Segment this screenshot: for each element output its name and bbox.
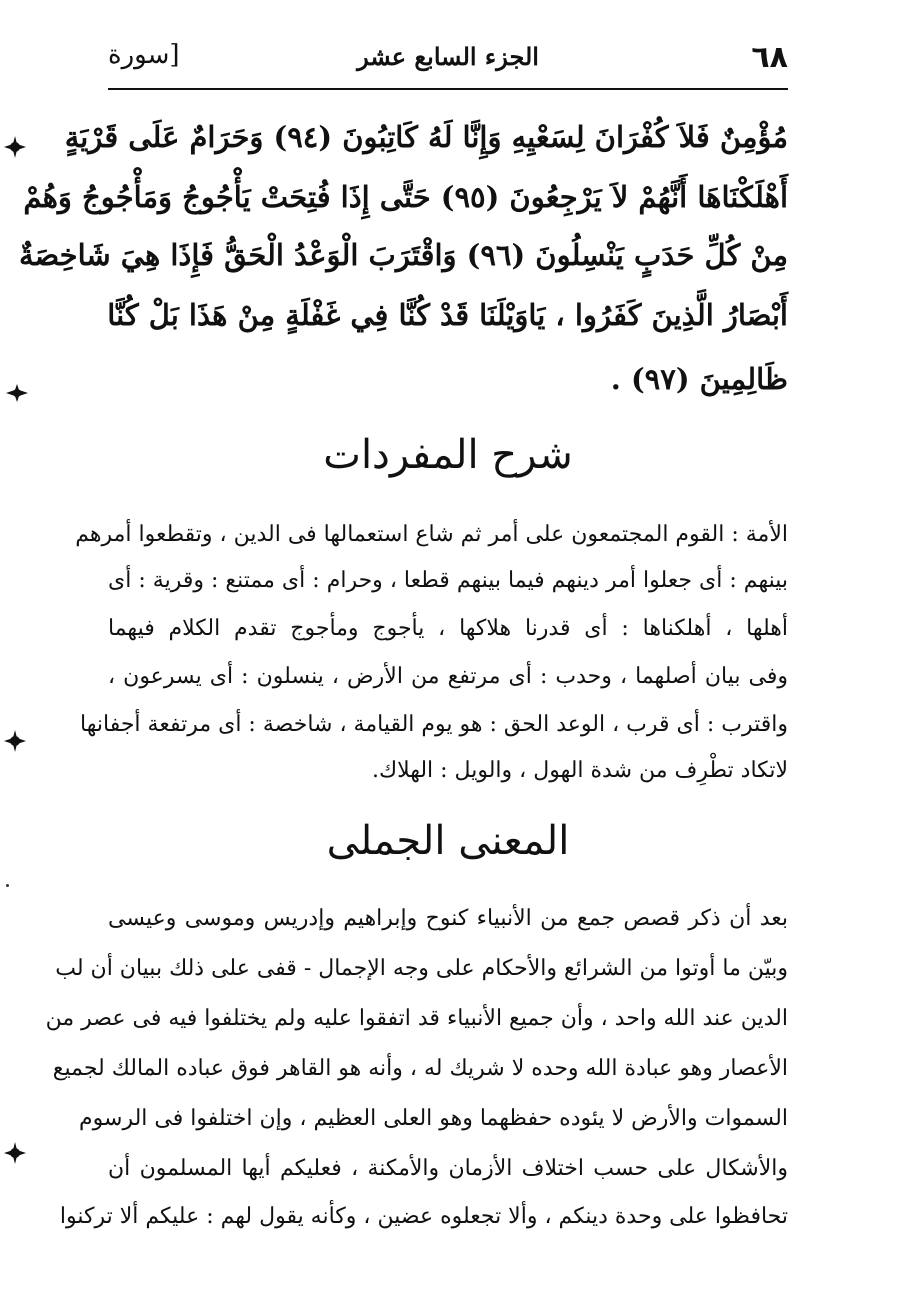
margin-ornament-icon [4, 136, 26, 158]
vocab-line: أهلها ، أهلكناها : أى قدرنا هلاكها ، يأجوج ومأجوج تقدم الكلام فيهما [108, 616, 788, 641]
vocab-line: الأمة : القوم المجتمعون على أمر ثم شاع استعمالها فى الدين ، وتقطعوا أمرهم [75, 522, 788, 547]
vocab-line: بينهم : أى جعلوا أمر دينهم فيما بينهم قطعا ، وحرام : أى ممتنع : وقرية : أى [108, 568, 788, 593]
meaning-line: السموات والأرض لا يئوده حفظهما وهو العلى العظيم ، وإن اختلفوا فى الرسوم [79, 1106, 788, 1131]
verse-line: مُؤْمِنٌ فَلاَ كُفْرَانَ لِسَعْيِهِ وَإِنَّا لَهُ كَاتِبُونَ (٩٤) وَحَرَامٌ عَلَى قَرْيَةٍ [64, 120, 788, 154]
page-number: ٦٨ [751, 40, 788, 75]
meaning-line: تحافظوا على وحدة دينكم ، وألا تجعلوه عضين ، وكأنه يقول لهم : عليكم ألا تركنوا [59, 1204, 788, 1229]
verse-line: مِنْ كُلِّ حَدَبٍ يَنْسِلُونَ (٩٦) وَاقْتَرَبَ الْوَعْدُ الْحَقُّ فَإِذَا هِيَ شَاخِصَةٌ [18, 238, 788, 272]
margin-ornament-icon [4, 1142, 26, 1164]
meaning-line: وبيّن ما أوتوا من الشرائع والأحكام على وجه الإجمال - قفى على ذلك ببيان أن لب [55, 956, 788, 981]
margin-ornament-icon [4, 730, 26, 752]
surah-label: [سورة [108, 40, 180, 70]
part-title: الجزء السابع عشر [357, 42, 539, 71]
vocab-line: وفى بيان أصلهما ، وحدب : أى مرتفع من الأرض ، ينسلون : أى يسرعون ، [108, 664, 788, 689]
vocab-line: لاتكاد تطْرِف من شدة الهول ، والويل : الهلاك. [371, 758, 788, 783]
margin-ornament-icon [6, 382, 28, 404]
meaning-line: والأشكال على حسب اختلاف الأزمان والأمكنة ، فعليكم أيها المسلمون أن [108, 1156, 788, 1181]
verse-line: أَهْلَكْنَاهَا أَنَّهُمْ لاَ يَرْجِعُونَ (٩٥) حَتَّى إِذَا فُتِحَتْ يَأْجُوجُ وَمَأْجُوجُ وَهُمْ [23, 180, 788, 214]
running-header [108, 36, 788, 86]
meaning-line: الدين عند الله واحد ، وأن جميع الأنبياء قد اتفقوا عليه ولم يختلفوا فيه فى عصر من [45, 1006, 788, 1031]
verse-line: ظَالِمِينَ (٩٧) . [610, 362, 788, 396]
header-rule [108, 88, 788, 90]
meaning-heading: المعنى الجملى [326, 818, 570, 864]
vocab-heading: شرح المفردات [323, 432, 573, 478]
scan-speck [6, 884, 9, 887]
vocab-line: واقترب : أى قرب ، الوعد الحق : هو يوم القيامة ، شاخصة : أى مرتفعة أجفانها [80, 712, 788, 737]
meaning-line: بعد أن ذكر قصص جمع من الأنبياء كنوح وإبراهيم وإدريس وموسى وعيسى [108, 906, 788, 931]
verse-line: أَبْصَارُ الَّذِينَ كَفَرُوا ، يَاوَيْلَنَا قَدْ كُنَّا فِي غَفْلَةٍ مِنْ هَذَا بَلْ كُنَّا [107, 298, 788, 332]
meaning-line: الأعصار وهو عبادة الله وحده لا شريك له ، وأنه هو القاهر فوق عباده المالك لجميع [52, 1056, 788, 1081]
